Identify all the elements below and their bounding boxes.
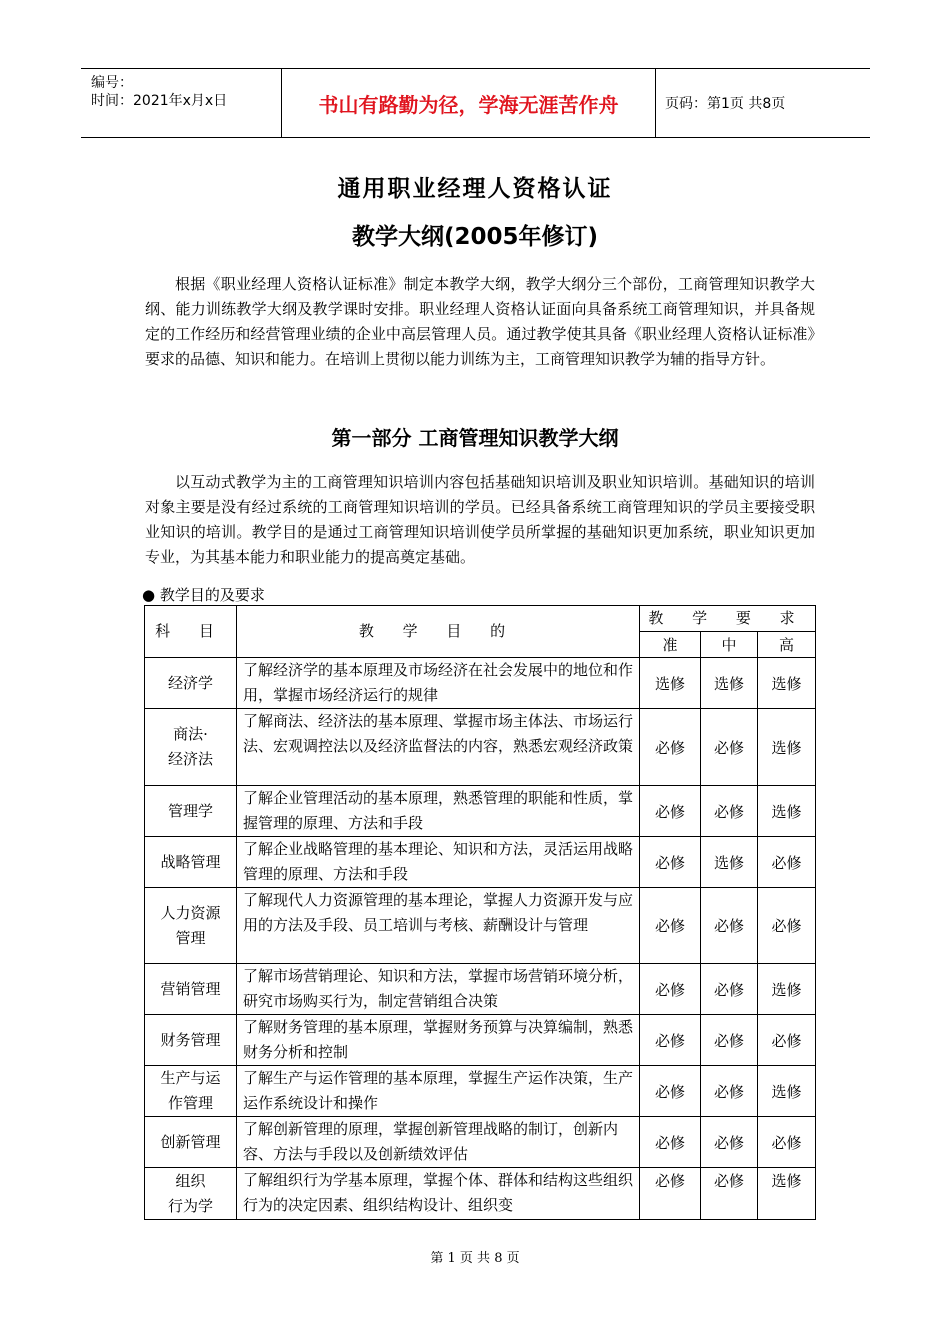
row-goal: 了解财务管理的基本原理，掌握财务预算与决算编制，熟悉财务分析和控制 [237, 1015, 640, 1066]
table-row [145, 837, 816, 888]
row-req-middle: 必修 [701, 964, 758, 1015]
table-row [145, 786, 816, 837]
row-req-middle: 选修 [701, 837, 758, 888]
header-page-info: 页码：第1页 共8页 [665, 96, 786, 112]
row-req-high: 必修 [758, 1117, 816, 1168]
row-req-basic: 必修 [640, 1168, 701, 1220]
row-subject: 财务管理 [145, 1015, 237, 1066]
row-req-basic: 必修 [640, 1066, 701, 1117]
row-subject: 生产与运 作管理 [145, 1066, 237, 1117]
intro-paragraph: 根据《职业经理人资格认证标准》制定本教学大纲，教学大纲分三个部份，工商管理知识教学大纲、能力训练教学大纲及教学课时安排。职业经理人资格认证面向具备系统工商管理知识，并具备规定的工作经历和经营管理业绩的企业中高层管理人员。通过教学使其具备《职业经理人资格认证标准》要求的品德、知识和能力。在培训上贯彻以能力训练为主，工商管理知识教学为辅的指导方针。 [145, 275, 815, 368]
row-req-basic: 必修 [640, 837, 701, 888]
row-req-high: 选修 [758, 786, 816, 837]
header-level-high: 高 [758, 632, 816, 658]
row-subject: 商法· 经济法 [145, 709, 237, 786]
row-req-middle: 必修 [701, 888, 758, 964]
table-row [145, 709, 816, 786]
row-req-basic: 必修 [640, 964, 701, 1015]
table-row [145, 1117, 816, 1168]
header-goal: 教 学 目 的 [237, 606, 640, 658]
row-req-basic: 必修 [640, 888, 701, 964]
row-goal-text: 了解组织行为学基本原理，掌握个体、群体和结构这些组织行为的决定因素、组织结构设计、组织变 [243, 1171, 633, 1214]
section1-paragraph: 以互动式教学为主的工商管理知识培训内容包括基础知识培训及职业知识培训。基础知识的培训对象主要是没有经过系统的工商管理知识培训的学员。已经具备系统工商管理知识的学员主要接受职业知识的培训。教学目的是通过工商管理知识培训使学员所掌握的基础知识更加系统，职业知识更加专业，为其基本能力和职业能力的提高奠定基础。 [145, 473, 815, 566]
row-req-basic: 必修 [640, 1117, 701, 1168]
header-motto: 书山有路勤为径，学海无涯苦作舟 [282, 69, 656, 137]
row-goal: 了解企业管理活动的基本原理，熟悉管理的职能和性质，掌握管理的原理、方法和手段 [237, 786, 640, 837]
row-req-basic: 选修 [640, 658, 701, 709]
table-row [145, 888, 816, 964]
row-goal: 了解现代人力资源管理的基本理论，掌握人力资源开发与应用的方法及手段、员工培训与考核、薪酬设计与管理 [237, 888, 640, 964]
row-req-middle: 必修 [701, 1117, 758, 1168]
header-requirements: 教 学 要 求 [640, 606, 816, 632]
row-req-middle: 必修 [701, 1066, 758, 1117]
row-subject: 经济学 [145, 658, 237, 709]
row-req-basic: 必修 [640, 709, 701, 786]
document-title: 通用职业经理人资格认证 [337, 176, 613, 202]
section1-title: 第一部分 工商管理知识教学大纲 [331, 426, 619, 450]
header-subject: 科 目 [145, 606, 237, 658]
row-subject: 营销管理 [145, 964, 237, 1015]
table-row [145, 964, 816, 1015]
row-req-middle: 必修 [701, 1015, 758, 1066]
page-footer: 第 1 页 共 8 页 [430, 1251, 520, 1266]
header-time-label: 时间：2021年x月x日 [91, 93, 228, 109]
row-req-high: 必修 [758, 1015, 816, 1066]
row-goal: 了解生产与运作管理的基本原理，掌握生产运作决策，生产运作系统设计和操作 [237, 1066, 640, 1117]
requirements-table [144, 605, 816, 1220]
row-req-high: 选修 [758, 709, 816, 786]
row-goal: 了解商法、经济法的基本原理、掌握市场主体法、市场运行法、宏观调控法以及经济监督法的内容，熟悉宏观经济政策 [237, 709, 640, 786]
document-subtitle: 教学大纲(2005年修订) [351, 224, 599, 250]
row-goal [237, 1168, 640, 1220]
row-goal: 了解经济学的基本原理及市场经济在社会发展中的地位和作用，掌握市场经济运行的规律 [237, 658, 640, 709]
row-req-high: 必修 [758, 888, 816, 964]
row-goal: 了解创新管理的原理，掌握创新管理战略的制订，创新内容、方法与手段以及创新绩效评估 [237, 1117, 640, 1168]
row-req-high: 选修 [758, 658, 816, 709]
row-req-basic: 必修 [640, 1015, 701, 1066]
row-subject: 人力资源 管理 [145, 888, 237, 964]
header-level-basic: 准 [640, 632, 701, 658]
row-subject: 组织 行为学 [145, 1168, 237, 1220]
row-goal: 了解市场营销理论、知识和方法，掌握市场营销环境分析，研究市场购买行为，制定营销组合决策 [237, 964, 640, 1015]
row-req-middle: 必修 [701, 709, 758, 786]
row-req-high: 选修 [758, 1168, 816, 1220]
row-subject: 管理学 [145, 786, 237, 837]
row-req-middle: 必修 [701, 786, 758, 837]
row-req-basic: 必修 [640, 786, 701, 837]
table-row [145, 1066, 816, 1117]
header-meta-cell [81, 69, 282, 137]
row-subject: 战略管理 [145, 837, 237, 888]
document-header [81, 68, 870, 138]
table-row [145, 1168, 816, 1220]
row-req-high: 必修 [758, 837, 816, 888]
row-req-middle: 必修 [701, 1168, 758, 1220]
header-number-label: 编号： [91, 75, 133, 91]
row-req-high: 选修 [758, 1066, 816, 1117]
row-req-high: 选修 [758, 964, 816, 1015]
table-row [145, 1015, 816, 1066]
row-goal: 了解企业战略管理的基本理论、知识和方法，灵活运用战略管理的原理、方法和手段 [237, 837, 640, 888]
row-subject: 创新管理 [145, 1117, 237, 1168]
table-caption: ● 教学目的及要求 [142, 586, 265, 604]
row-req-middle: 选修 [701, 658, 758, 709]
header-level-middle: 中 [701, 632, 758, 658]
table-row [145, 658, 816, 709]
